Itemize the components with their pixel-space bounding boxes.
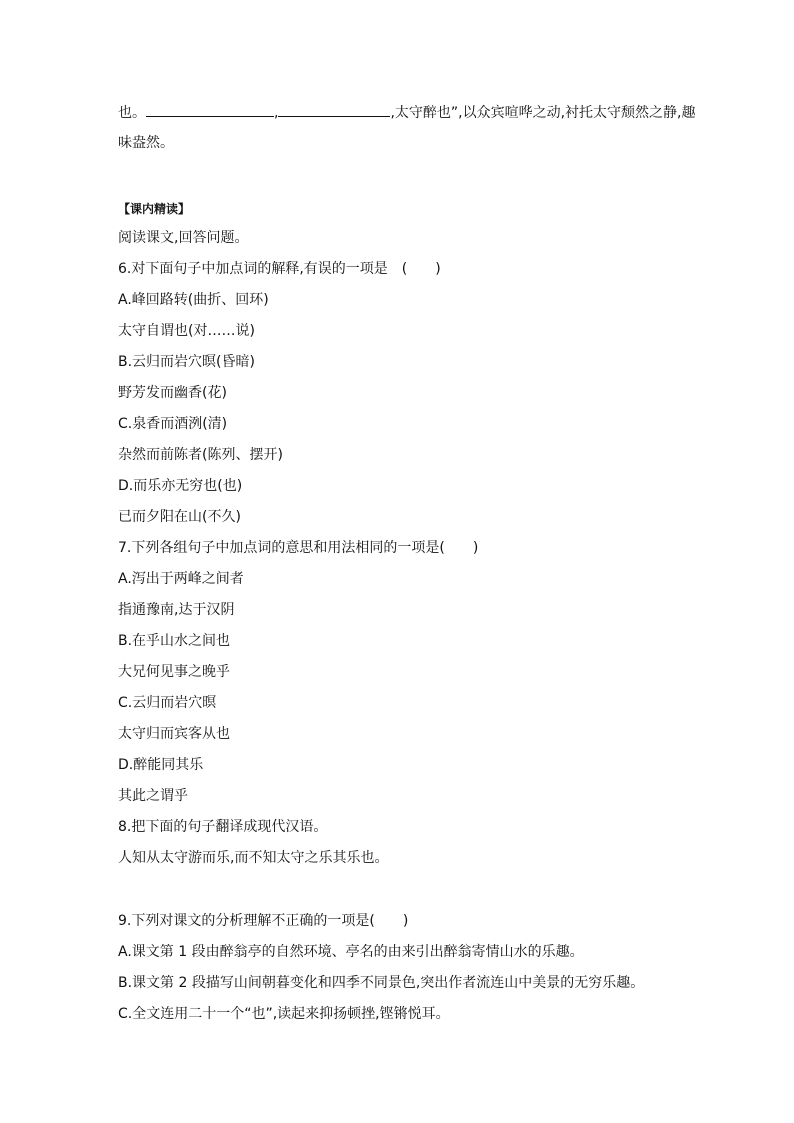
question-7-option-a-line2: 指通豫南,达于汉阴 xyxy=(118,602,235,618)
question-7-option-d-line2: 其此之谓乎 xyxy=(118,788,188,804)
question-9-option-b: B.课文第 2 段描写山间朝暮变化和四季不同景色,突出作者流连山中美景的无穷乐趣。 xyxy=(118,975,645,991)
question-7-option-b-line2: 大兄何见事之晚乎 xyxy=(118,664,230,680)
question-6-stem: 6.对下面句子中加点词的解释,有误的一项是 ( ) xyxy=(118,261,441,277)
question-8-sentence: 人知从太守游而乐,而不知太守之乐其乐也。 xyxy=(118,850,389,866)
intro-text-end: ,太守醉也”,以众宾喧哗之动,衬托太守颓然之静,趣 xyxy=(390,105,696,121)
question-6-option-b: B.云归而岩穴暝(昏暗) xyxy=(118,354,255,370)
question-6-option-c: C.泉香而酒洌(清) xyxy=(118,416,228,432)
question-8-stem: 8.把下面的句子翻译成现代汉语。 xyxy=(118,819,328,835)
question-6-option-d-line2: 已而夕阳在山(不久) xyxy=(118,509,241,525)
question-9-option-c: C.全文连用二十一个“也”,读起来抑扬顿挫,铿锵悦耳。 xyxy=(118,1006,450,1022)
question-9-stem: 9.下列对课文的分析理解不正确的一项是( ) xyxy=(118,913,409,929)
intro-line-2: 味盎然。 xyxy=(118,135,174,151)
question-7-option-c: C.云归而岩穴暝 xyxy=(118,695,217,711)
intro-line-1 xyxy=(118,103,696,122)
section-title: 【课内精读】 xyxy=(118,202,191,216)
intro-separator: , xyxy=(274,105,279,121)
instruction-text: 阅读课文,回答问题。 xyxy=(118,230,249,246)
question-9-option-a: A.课文第 1 段由醉翁亭的自然环境、亭名的由来引出醉翁寄情山水的乐趣。 xyxy=(118,944,584,960)
question-7-option-a: A.泻出于两峰之间者 xyxy=(118,571,244,587)
question-7-option-b: B.在乎山水之间也 xyxy=(118,633,231,649)
question-6-option-b-line2: 野芳发而幽香(花) xyxy=(118,385,227,401)
question-7-option-c-line2: 太守归而宾客从也 xyxy=(118,726,230,742)
question-6-option-a: A.峰回路转(曲折、回环) xyxy=(118,292,269,308)
answer-blank-1[interactable] xyxy=(146,103,274,117)
question-7-option-d: D.醉能同其乐 xyxy=(118,757,204,773)
intro-text-start: 也。 xyxy=(118,105,146,121)
question-7-stem: 7.下列各组句子中加点词的意思和用法相同的一项是( ) xyxy=(118,540,479,556)
question-6-option-c-line2: 杂然而前陈者(陈列、摆开) xyxy=(118,447,283,463)
answer-blank-2[interactable] xyxy=(278,103,390,117)
question-6-option-d: D.而乐亦无穷也(也) xyxy=(118,478,243,494)
question-6-option-a-line2: 太守自谓也(对……说) xyxy=(118,323,255,339)
